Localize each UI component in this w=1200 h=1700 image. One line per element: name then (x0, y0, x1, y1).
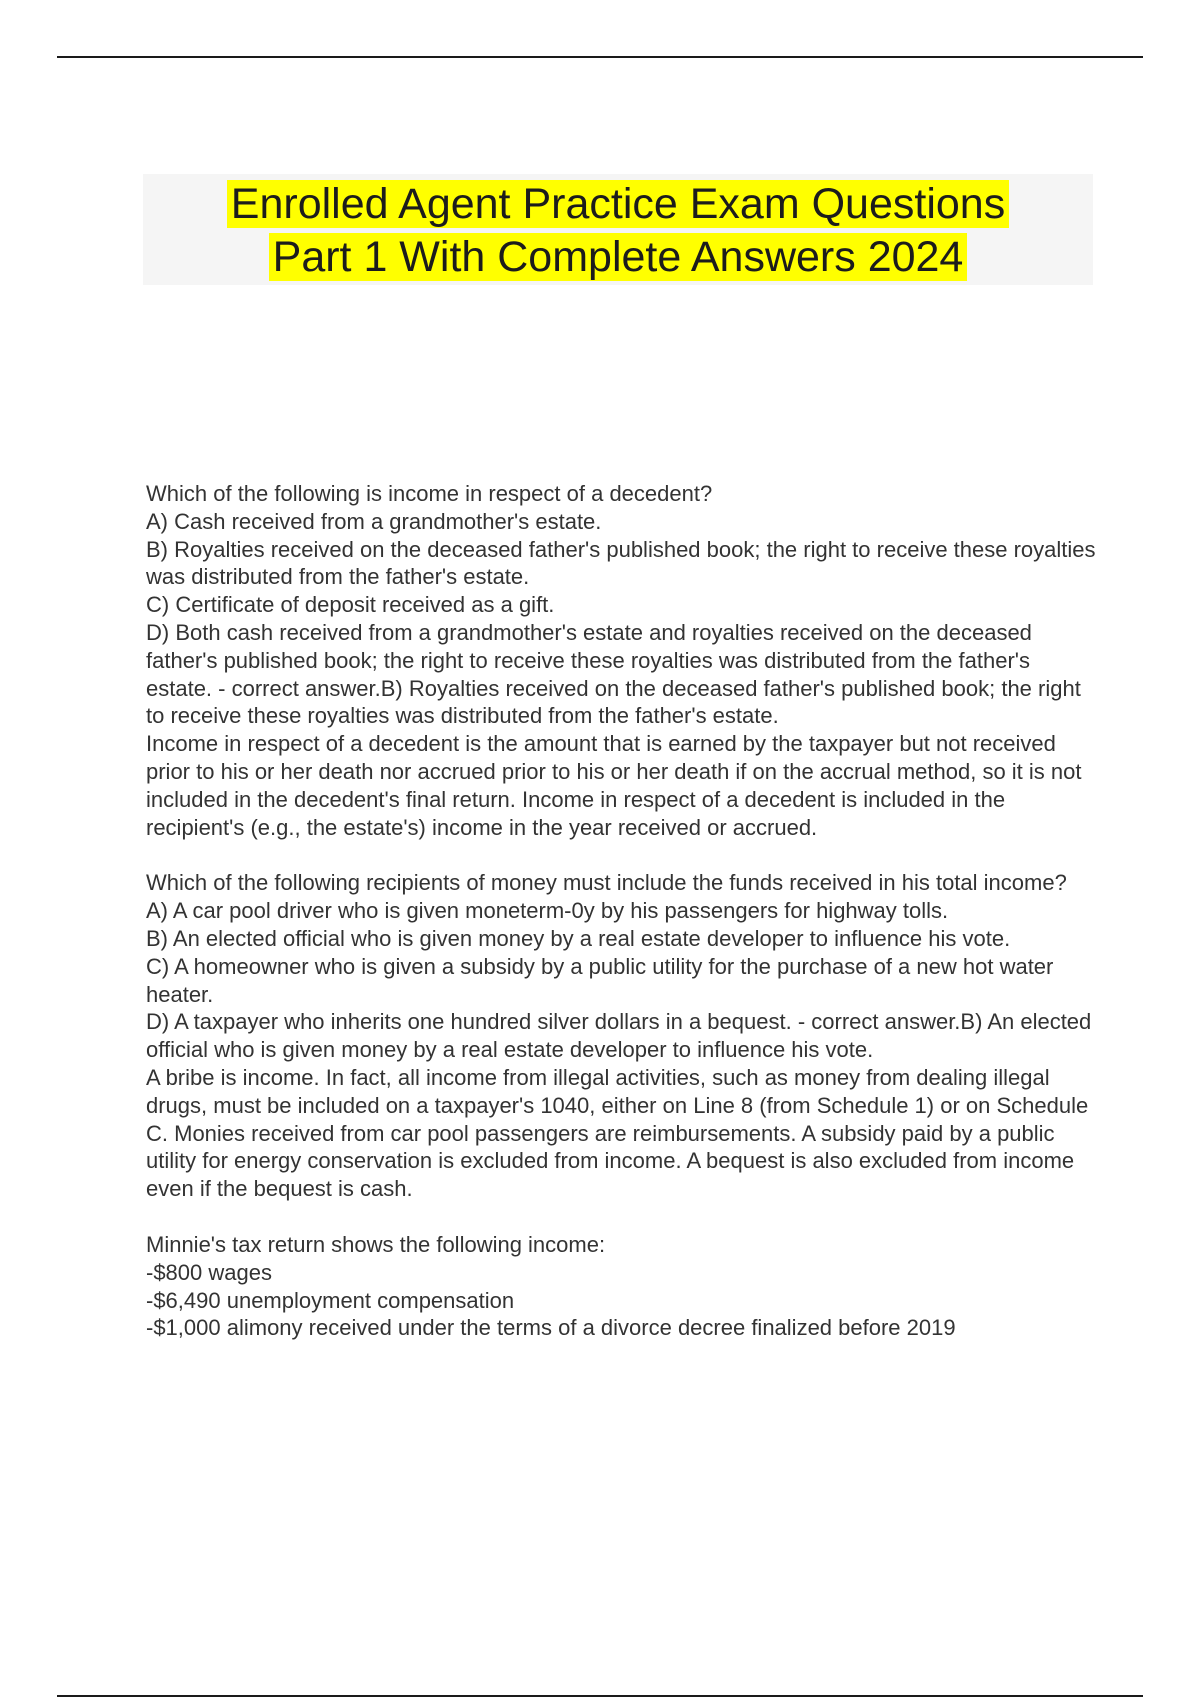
answer-explanation: Income in respect of a decedent is the amount that is earned by the taxpayer but not received prior to his or her death nor accrued prior to his or her death if on the accrual method, so it is not included in the decedent's final return. Income in respect of a decedent is included in the recipient's (e.g., the estate's) income in the year received or accrued. (146, 731, 1082, 840)
document-body (146, 480, 1096, 1370)
income-item: -$1,000 alimony received under the terms of a divorce decree finalized before 2019 (146, 1315, 956, 1341)
answer-option: D) A taxpayer who inherits one hundred silver dollars in a bequest. - correct answer.B) An elected official who is given money by a real estate developer to influence his vote. (146, 1009, 1092, 1063)
bottom-rule (57, 1695, 1143, 1697)
title-line-1: Enrolled Agent Practice Exam Questions (143, 174, 1093, 231)
answer-option: A) A car pool driver who is given moneterm-0y by his passengers for highway tolls. (146, 898, 949, 924)
answer-option: A) Cash received from a grandmother's estate. (146, 508, 602, 534)
answer-option: B) An elected official who is given money by a real estate developer to influence his vote. (146, 925, 1011, 951)
income-item: -$800 wages (146, 1259, 272, 1285)
answer-option: C) Certificate of deposit received as a gift. (146, 592, 555, 618)
document-title (143, 174, 1093, 285)
answer-option: D) Both cash received from a grandmother's estate and royalties received on the deceased father's published book; the right to receive these royalties was distributed from the father's estate. - correct answer.B) Royalties received on the deceased father's published book; the right to receive these royalties was distributed from the father's estate. (146, 619, 1081, 729)
income-item: -$6,490 unemployment compensation (146, 1287, 515, 1313)
title-line-2: Part 1 With Complete Answers 2024 (143, 231, 1093, 284)
question-block-1 (146, 480, 1096, 841)
answer-explanation: A bribe is income. In fact, all income from illegal activities, such as money from dealing illegal drugs, must be included on a taxpayer's 1040, either on Line 8 (from Schedule 1) or on Schedule C. Monies received from car pool passengers are reimbursements. A subsidy paid by a public utility for energy conservation is excluded from income. A bequest is also excluded from income even if the bequest is cash. (146, 1064, 1089, 1202)
answer-option: C) A homeowner who is given a subsidy by a public utility for the purchase of a new hot water heater. (146, 953, 1054, 1007)
question-text: Which of the following recipients of money must include the funds received in his total income? (146, 870, 1067, 896)
top-rule (57, 56, 1143, 58)
question-text: Which of the following is income in respect of a decedent? (146, 481, 713, 506)
question-block-2 (146, 869, 1096, 1203)
question-block-3 (146, 1231, 1096, 1342)
question-text: Minnie's tax return shows the following income: (146, 1231, 606, 1257)
answer-option: B) Royalties received on the deceased father's published book; the right to receive these royalties was distributed from the father's estate. (146, 536, 1096, 590)
